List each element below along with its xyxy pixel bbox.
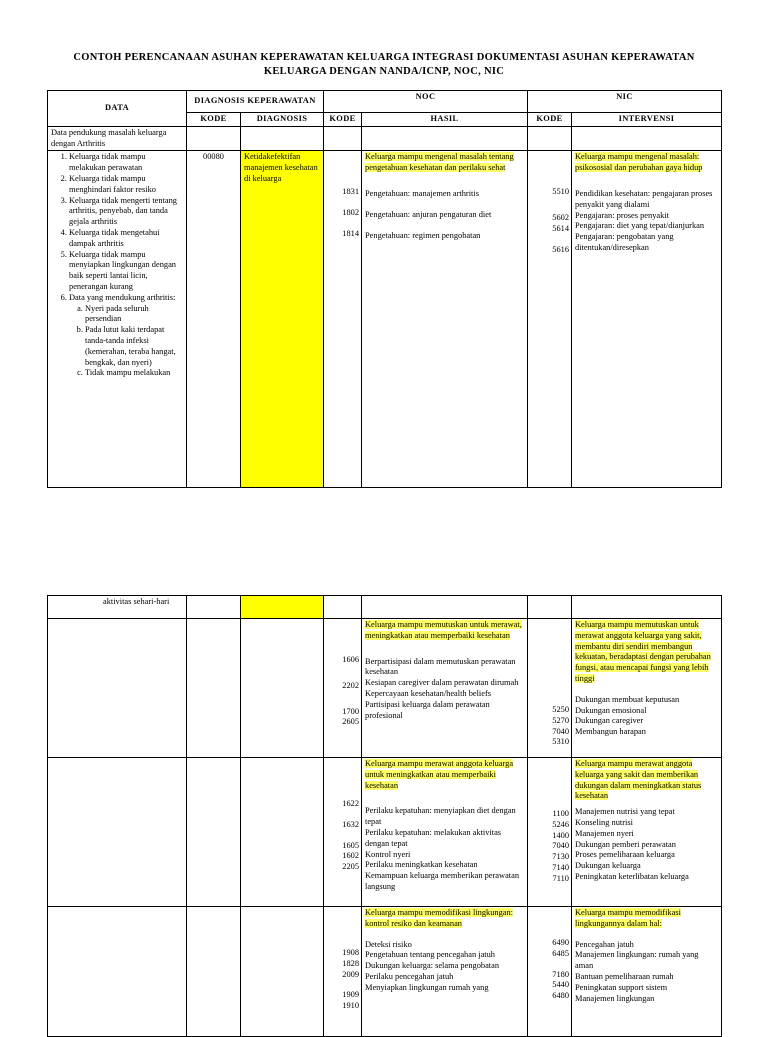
nic-intervention: Pengajaran: proses penyakit xyxy=(575,210,669,220)
noc-goal: Keluarga mampu mengenal masalah tentang pengetahuan kesehatan dan perilaku sehat xyxy=(365,152,514,173)
header-diagnosis: DIAGNOSIS xyxy=(241,113,324,127)
noc-code: 1828 xyxy=(342,958,359,968)
noc-outcome: Kontrol nyeri xyxy=(365,849,411,859)
nic-intervention: Pengajaran: pengobatan yang ditentukan/diresepkan xyxy=(575,232,676,252)
noc-hasil-cell xyxy=(362,151,528,488)
nic-code: 5614 xyxy=(552,223,569,233)
nic-intervention: Pengajaran: diet yang tepat/dianjurkan xyxy=(575,221,705,231)
header-data: DATA xyxy=(48,91,187,127)
nic-intervention: Peningkatan keterlibatan keluarga xyxy=(575,871,689,881)
diagnosis-text: Ketidakefektifan manajemen kesehatan di keluarga xyxy=(241,151,324,488)
list-item: 1. Keluarga tidak mampu melakukan perawatan xyxy=(69,152,183,174)
header-kode-noc: KODE xyxy=(324,113,362,127)
nic-intervention: Bantuan pemeliharaan rumah xyxy=(575,971,674,981)
nic-code: 5510 xyxy=(552,187,569,197)
title-line-1: CONTOH PERENCANAAN ASUHAN KEPERAWATAN KELUARGA INTEGRASI DOKUMENTASI ASUHAN KEPERAWATAN xyxy=(73,52,695,63)
nic-goal: Keluarga mampu mengenal masalah: psikososial dan perubahan gaya hidup xyxy=(575,152,703,173)
title-line-2: KELUARGA DENGAN NANDA/ICNP, NOC, NIC xyxy=(263,66,505,77)
nic-code: 5310 xyxy=(552,737,569,747)
nic-code-cell xyxy=(528,151,572,488)
nic-code: 7110 xyxy=(552,873,569,883)
nic-intervention: Dukungan membuat keputusan xyxy=(575,694,680,704)
document-title xyxy=(0,51,768,79)
nic-intervensi-cell xyxy=(572,758,722,907)
noc-code-cell xyxy=(324,619,362,758)
nic-intervention: Manajemen nutrisi yang tepat xyxy=(575,807,675,817)
nic-goal: Keluarga mampu merawat anggota keluarga yang sakit dan memberikan dukungan dalam meningkatkan status kesehatan xyxy=(575,759,702,801)
noc-outcome: Dukungan keluarga: selama pengobatan xyxy=(365,961,500,971)
noc-outcome: Kemampuan keluarga memberikan perawatan langsung xyxy=(365,871,522,891)
noc-code-cell xyxy=(324,758,362,907)
noc-outcome: Perilaku kepatuhan: menyiapkan diet dengan tepat xyxy=(365,806,518,827)
nic-code: 6485 xyxy=(552,948,569,958)
noc-outcome: Kesiapan caregiver dalam perawatan dirumah xyxy=(365,678,519,688)
nic-intervention: Manajemen lingkungan: rumah yang aman xyxy=(575,950,701,971)
noc-hasil-cell xyxy=(362,907,528,1037)
sub-list xyxy=(69,304,183,380)
nic-intervention: Proses pemeliharaan keluarga xyxy=(575,850,675,860)
noc-code: 2202 xyxy=(342,680,359,690)
nic-intervensi-cell xyxy=(572,619,722,758)
nic-intervention: Pencegahan jatuh xyxy=(575,939,634,949)
noc-code: 1605 xyxy=(342,840,359,850)
nic-code: 7140 xyxy=(552,862,569,872)
sub-list-item: c. Tidak mampu melakukan xyxy=(85,368,183,379)
noc-code: 1910 xyxy=(342,1001,359,1011)
nic-intervention: Peningkatan support sistem xyxy=(575,982,668,992)
nic-intervention: Pendidikan kesehatan: pengajaran proses penyakit yang dialami xyxy=(575,188,715,209)
nic-goal: Keluarga mampu memutuskan untuk merawat anggota keluarga yang sakit, membantu diri sendiri membangun kekuatan, beradaptasi dengan perubahan fungsi, atau mencapai fungsi yang lebih tinggi xyxy=(575,620,711,683)
list-item: 4. Keluarga tidak mengetahui dampak arthritis xyxy=(69,228,183,250)
nic-code: 1100 xyxy=(552,809,569,818)
nic-code: 5616 xyxy=(552,244,569,254)
nic-code: 7040 xyxy=(552,841,569,851)
nic-intervention: Dukungan pemberi perawatan xyxy=(575,839,676,849)
sub-list-item: a. Nyeri pada seluruh persendian xyxy=(85,304,183,326)
header-kode-nic: KODE xyxy=(528,113,572,127)
list-item: 5. Keluarga tidak mampu menyiapkan lingkungan dengan baik seperti lantai licin, penerangan kurang xyxy=(69,250,183,293)
nic-intervensi-cell xyxy=(572,151,722,488)
care-plan-table-1 xyxy=(47,90,722,488)
noc-code-cell xyxy=(324,907,362,1037)
nic-code: 5270 xyxy=(552,715,569,725)
noc-outcome: Pengetahuan: regimen pengobatan xyxy=(365,230,481,240)
noc-goal: Keluarga mampu memodifikasi lingkungan: kontrol resiko dan keamanan xyxy=(365,908,514,928)
header-diagnosis-group: DIAGNOSIS KEPERAWATAN xyxy=(187,91,324,113)
noc-outcome: Pengetahuan: manajemen arthritis xyxy=(365,188,479,198)
noc-outcome: Perilaku pencegahan jatuh xyxy=(365,971,454,981)
nic-code: 5250 xyxy=(552,705,569,714)
noc-code: 2009 xyxy=(342,969,359,979)
noc-outcome: Menyiapkan lingkungan rumah yang xyxy=(365,982,489,992)
nic-code: 5440 xyxy=(552,980,569,990)
noc-hasil-cell xyxy=(362,758,528,907)
noc-code: 1700 xyxy=(342,706,359,716)
noc-code: 1622 xyxy=(342,799,359,808)
noc-code: 1602 xyxy=(342,851,359,861)
nic-code: 7180 xyxy=(552,969,569,979)
nic-code-cell xyxy=(528,619,572,758)
nic-intervention: Manajemen nyeri xyxy=(575,828,634,838)
noc-goal: Keluarga mampu memutuskan untuk merawat, meningkatkan atau memperbaiki kesehatan xyxy=(365,620,522,640)
nic-code: 7040 xyxy=(552,726,569,736)
noc-code: 1632 xyxy=(342,819,359,829)
nic-intervention: Membangun harapan xyxy=(575,727,646,737)
noc-outcome: Perilaku meningkatkan kesehatan xyxy=(365,860,478,870)
nic-code: 1400 xyxy=(552,830,569,840)
nic-intervention: Manajemen lingkungan xyxy=(575,993,655,1003)
list-item: 3. Keluarga tidak mengerti tentang arthritis, penyebab, dan tanda gejala arthritis xyxy=(69,196,183,228)
nic-intervention: Dukungan emosional xyxy=(575,705,647,715)
data-intro: Data pendukung masalah keluarga dengan Arthritis xyxy=(48,126,187,151)
header-nic: NIC xyxy=(528,91,722,113)
noc-code: 1908 xyxy=(342,948,359,957)
sub-list-item: b. Pada lutut kaki terdapat tanda-tanda infeksi (kemerahan, teraba hangat, bengkak, dan nyeri) xyxy=(85,325,183,368)
noc-code: 1802 xyxy=(342,208,359,218)
list-item xyxy=(69,293,183,379)
nic-code: 5246 xyxy=(552,819,569,829)
diagnosis-code: 00080 xyxy=(187,151,241,488)
nic-intervention: Konseling nutrisi xyxy=(575,817,633,827)
header-noc: NOC xyxy=(324,91,528,113)
nic-code: 6490 xyxy=(552,938,569,947)
noc-code: 2205 xyxy=(342,862,359,872)
nic-intervention: Dukungan caregiver xyxy=(575,716,644,726)
noc-hasil-cell xyxy=(362,619,528,758)
noc-outcome: Perilaku kepatuhan: melakukan aktivitas dengan tepat xyxy=(365,827,504,848)
noc-code: 2605 xyxy=(342,717,359,727)
header-hasil: HASIL xyxy=(362,113,528,127)
care-plan-table-2 xyxy=(47,595,722,1037)
noc-outcome: Deteksi risiko xyxy=(365,939,412,949)
noc-code-cell xyxy=(324,151,362,488)
list-item-label: Data yang mendukung arthritis: xyxy=(69,292,176,302)
data-continuation: aktivitas sehari-hari xyxy=(48,596,187,619)
noc-code: 1909 xyxy=(342,990,359,1000)
nic-goal: Keluarga mampu memodifikasi lingkungannya dalam hal: xyxy=(575,908,681,928)
data-list-cell xyxy=(48,151,187,488)
noc-outcome: Berpartisipasi dalam memutuskan perawatan kesehatan xyxy=(365,656,518,677)
noc-code: 1606 xyxy=(342,655,359,664)
nic-code: 5602 xyxy=(552,213,569,223)
nic-code-cell xyxy=(528,907,572,1037)
nic-code-cell xyxy=(528,758,572,907)
nic-intervention: Dukungan keluarga xyxy=(575,861,641,871)
nic-code: 7130 xyxy=(552,852,569,862)
noc-code: 1831 xyxy=(342,187,359,197)
noc-outcome: Pengetahuan: anjuran pengaturan diet xyxy=(365,209,492,219)
noc-goal: Keluarga mampu merawat anggota keluarga untuk meningkatkan atau memperbaiki kesehatan xyxy=(365,759,514,790)
nic-code: 6480 xyxy=(552,991,569,1001)
list-item: 2. Keluarga tidak mampu menghindari faktor resiko xyxy=(69,174,183,196)
header-kode-diagnosis: KODE xyxy=(187,113,241,127)
nic-intervensi-cell xyxy=(572,907,722,1037)
noc-code: 1814 xyxy=(342,228,359,238)
noc-outcome: Partisipasi keluarga dalam perawatan profesional xyxy=(365,699,492,720)
noc-outcome: Pengetahuan tentang pencegahan jatuh xyxy=(365,950,495,960)
header-intervensi: INTERVENSI xyxy=(572,113,722,127)
data-list xyxy=(51,152,183,379)
noc-outcome: Kepercayaan kesehatan/health beliefs xyxy=(365,688,492,698)
